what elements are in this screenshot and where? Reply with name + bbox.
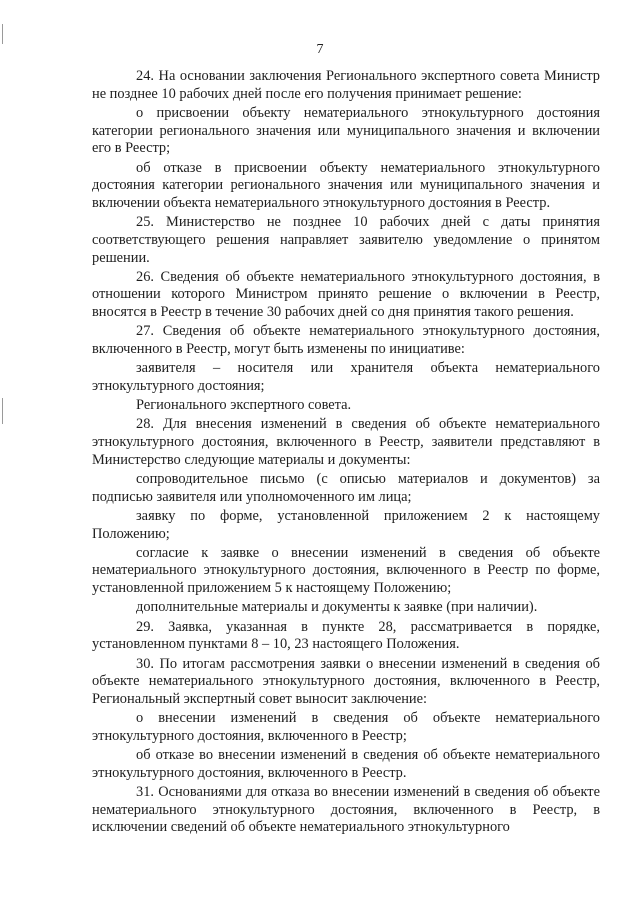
- document-body: [92, 68, 600, 839]
- paragraph: 31. Основаниями для отказа во внесении изменений в сведения об объекте нематериального этнокультурного достояния, включенного в Реестр, в исключении сведений об объекте нематериального этнокультурного: [92, 783, 600, 836]
- paragraph: 26. Сведения об объекте нематериального этнокультурного достояния, в отношении которого Министром принято решение о включении в Реестр, вносятся в Реестр в течение 30 рабочих дней со дня принятия такого решения.: [92, 268, 600, 321]
- page-number: 7: [316, 42, 324, 57]
- paragraph: дополнительные материалы и документы к заявке (при наличии).: [136, 599, 538, 616]
- paragraph: 24. На основании заключения Регионального экспертного совета Министр не позднее 10 рабочих дней после его получения принимает решение:: [92, 68, 600, 102]
- paragraph: 30. По итогам рассмотрения заявки о внесении изменений в сведения об объекте нематериального этнокультурного достояния, включенного в Реестр, Региональный экспертный совет выносит заключение:: [92, 655, 600, 707]
- paragraph: 28. Для внесения изменений в сведения об объекте нематериального этнокультурного достояния, включенного в Реестр, заявители представляют в Министерство следующие материалы и документы:: [92, 416, 600, 468]
- paragraph: 25. Министерство не позднее 10 рабочих дней с даты принятия соответствующего решения направляет заявителю уведомление о принятом решении.: [92, 214, 600, 266]
- paragraph: согласие к заявке о внесении изменений в сведения об объекте нематериального этнокультурного достояния, включенного в Реестр по форме, установленной приложением 5 к настоящему Положению;: [92, 544, 600, 597]
- paragraph: Регионального экспертного совета.: [136, 397, 352, 414]
- paragraph: о внесении изменений в сведения об объекте нематериального этнокультурного достояния, включенного в Реестр;: [92, 710, 600, 744]
- paragraph: об отказе в присвоении объекту нематериального этнокультурного достояния категории регионального значения или муниципального значения и включении объекта нематериального этнокультурного достояния в Реестр.: [92, 159, 600, 211]
- scan-margin-mark: [2, 398, 3, 424]
- paragraph: заявителя – носителя или хранителя объекта нематериального этнокультурного достояния;: [92, 360, 600, 394]
- paragraph: заявку по форме, установленной приложением 2 к настоящему Положению;: [92, 507, 600, 542]
- paragraph: об отказе во внесении изменений в сведения об объекте нематериального этнокультурного достояния, включенного в Реестр.: [92, 747, 600, 781]
- paragraph: о присвоении объекту нематериального этнокультурного достояния категории регионального значения или муниципального значения и включении его в Реестр;: [92, 104, 600, 157]
- paragraph: 29. Заявка, указанная в пункте 28, рассматривается в порядке, установленном пунктами 8 – 10, 23 настоящего Положения.: [92, 618, 600, 653]
- paragraph: сопроводительное письмо (с описью материалов и документов) за подписью заявителя или уполномоченного им лица;: [92, 470, 600, 505]
- paragraph: 27. Сведения об объекте нематериального этнокультурного достояния, включенного в Реестр, могут быть изменены по инициативе:: [92, 323, 600, 358]
- scan-margin-mark: [2, 24, 3, 44]
